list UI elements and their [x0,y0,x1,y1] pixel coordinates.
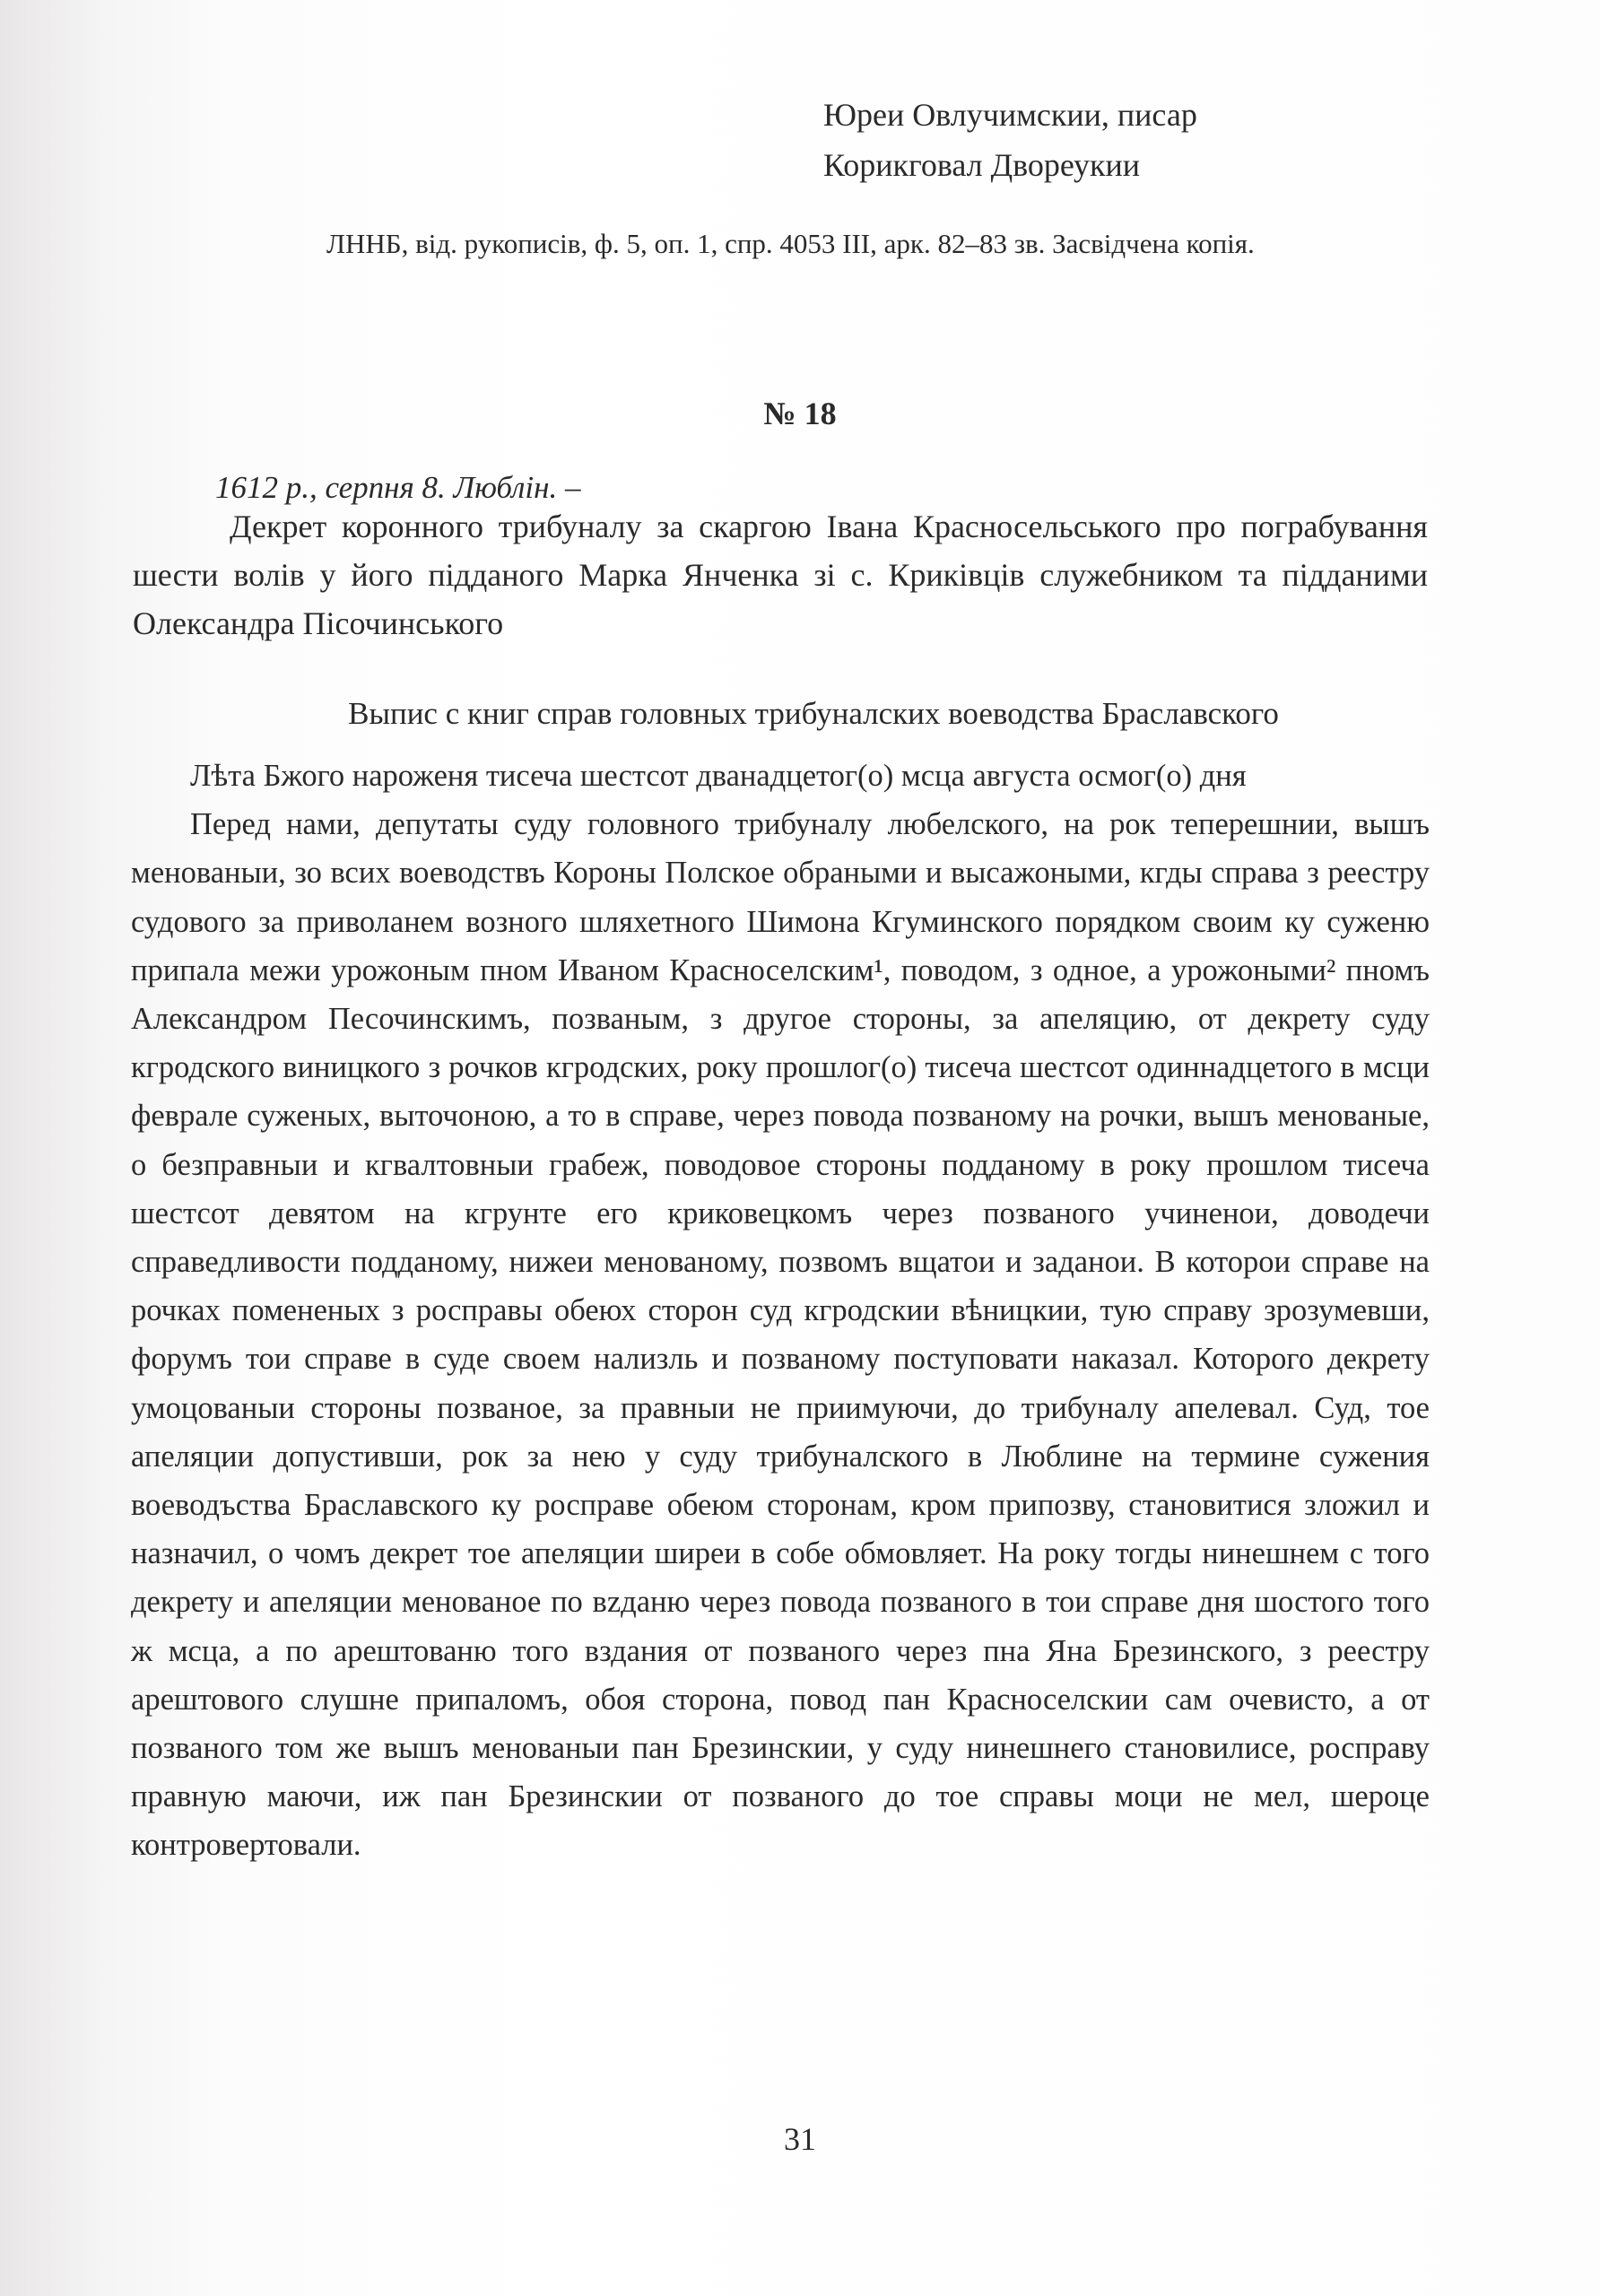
body-paragraph-1: Лѣта Бжого нароженя тисеча шестсот дванадцетог(о) мсца августа осмог(о) дня [190,759,1247,793]
archive-reference: ЛННБ, від. рукописів, ф. 5, оп. 1, спр. 4053 III, арк. 82–83 зв. Засвідчена копія. [326,228,1255,259]
signature-block [823,90,1197,190]
signature-line-1: Юреи Овлучимскии, писар [823,97,1197,133]
document-body [131,752,1430,1870]
body-paragraph-2: Перед нами, депутаты суду головного трибуналу любелского, на рок теперешнии, вышъ менованыи, зо всих воеводствъ Короны Полское обраными и высажоными, кгды справа з реестру судового за приволанем возного шляхетного Шимона Кгуминского порядком своим ку суженю припала межи урожоным пном Иваном Красноселским¹, поводом, з одное, а урожоными² пномъ Александром Песочинскимъ, позваным, з другое стороны, за апеляцию, от декрету суду кгродского виницкого з рочков кгродских, року прошлог(о) тисеча шестсот одиннадцетого в мсци феврале суженых, выточоною, а то в справе, через повода позваному на рочки, вышъ менованые, о безправныи и кгвалтовныи грабеж, поводовое стороны подданому в року прошлом тисеча шестсот девятом на кгрунте его криковецкомъ через позваного учиненои, доводечи справедливости подданому, нижеи менованому, позвомъ вщатои и заданои. В которои справе на рочках помененых з росправы обеюх сторон суд кгродскии вѣницкии, тую справу зрозумевши, форумъ тои справе в суде своем нализль и позваному поступовати наказал. Которого декрету умоцованыи стороны позваное, за правныи не приимуючи, до трибуналу апелевал. Суд, тое апеляции допустивши, рок за нею у суду трибуналского в Люблине на термине сужения воеводъства Браславского ку росправе обеюм сторонам, кром припозву, становитися зложил и назначил, о чомъ декрет тое апеляции ширеи в собе обмовляет. На року тогды нинешнем с того декрету и апеляции менованое по вzданю через повода позваного в тои справе дня шостого того ж мсца, а по арештованю того вздания от позваного через пна Яна Брезинского, з реестру арештового слушне припаломъ, обоя сторона, повод пан Красноселскии сам очевисто, а от позваного том же вышъ менованыи пан Брезинскии, у суду нинешнего становилисе, росправу правную маючи, иж пан Брезинскии от позваного до тое справы моци не мел, шероце контровертовали. [131,807,1430,1863]
page-number: 31 [784,2121,816,2157]
signature-line-2: Корикговал Двореукии [823,147,1141,183]
document-date-place: 1612 р., серпня 8. Люблін. – [215,470,581,505]
document-summary: Декрет коронного трибуналу за скаргою Івана Красносельського про пограбування шести волів у його підданого Марка Янченка зі с. Криківців служебником та підданими Олександра Пісочинського [133,509,1428,641]
document-number: № 18 [763,396,837,431]
extract-heading: Выпис с книг справ головных трибуналских воеводства Браславского [348,696,1279,731]
